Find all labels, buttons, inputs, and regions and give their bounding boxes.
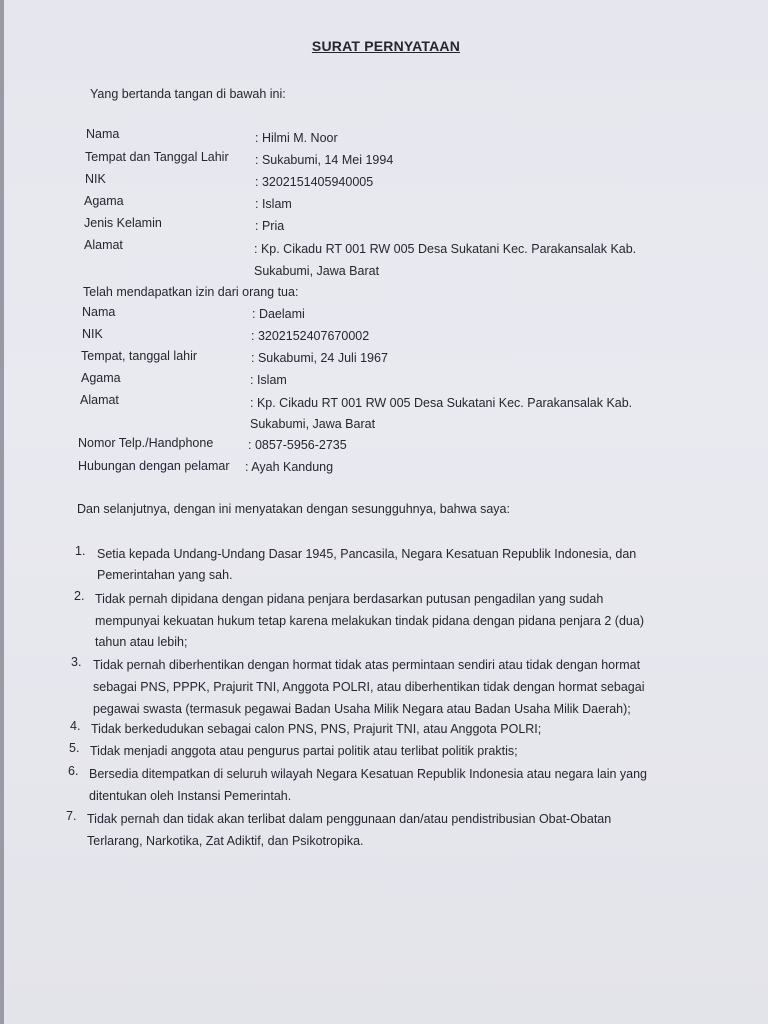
parent-phone-value: : 0857-5956-2735 — [248, 438, 347, 452]
parent-relation-value: : Ayah Kandung — [245, 460, 334, 474]
list-line: Tidak pernah dan tidak akan terlibat dalam penggunaan dan/atau pendistribusian Obat-Obatan — [87, 812, 612, 826]
applicant-nik-value: : 3202151405940005 — [255, 175, 374, 189]
document-page — [4, 0, 768, 1024]
applicant-address-label: Alamat — [84, 238, 123, 252]
applicant-address-value-line1: : Kp. Cikadu RT 001 RW 005 Desa Sukatani Kec. Parakansalak Kab. — [254, 242, 637, 256]
parent-religion-value: : Islam — [250, 373, 287, 387]
list-line: Tidak pernah dipidana dengan pidana penjara berdasarkan putusan pengadilan yang sudah — [95, 592, 604, 606]
parent-nik-label: NIK — [82, 327, 103, 341]
parent-intro-text: Telah mendapatkan izin dari orang tua: — [83, 285, 299, 299]
list-line: mempunyai kekuatan hukum tetap karena melakukan tindak pidana dengan pidana penjara 2 (dua) — [95, 614, 644, 628]
applicant-ttl-value: : Sukabumi, 14 Mei 1994 — [255, 153, 394, 167]
applicant-address-value-line2: Sukabumi, Jawa Barat — [254, 264, 380, 278]
applicant-religion-value: : Islam — [255, 197, 292, 211]
parent-ttl-value: : Sukabumi, 24 Juli 1967 — [251, 351, 388, 365]
intro-text: Yang bertanda tangan di bawah ini: — [90, 87, 286, 101]
parent-religion-label: Agama — [81, 371, 121, 385]
list-number: 7. — [66, 809, 77, 823]
parent-nik-value: : 3202152407670002 — [251, 329, 370, 343]
applicant-name-value: : Hilmi M. Noor — [255, 131, 338, 145]
list-line: Setia kepada Undang-Undang Dasar 1945, Pancasila, Negara Kesatuan Republik Indonesia, dan — [97, 547, 637, 561]
parent-name-value: : Daelami — [252, 307, 305, 321]
list-line: Tidak berkedudukan sebagai calon PNS, PNS, Prajurit TNI, atau Anggota POLRI; — [91, 722, 542, 736]
document-title: SURAT PERNYATAAN — [311, 38, 461, 54]
list-number: 3. — [71, 655, 82, 669]
list-number: 5. — [69, 741, 80, 755]
list-line: pegawai swasta (termasuk pegawai Badan Usaha Milik Negara atau Badan Usaha Milik Daerah); — [93, 702, 631, 716]
list-line: sebagai PNS, PPPK, Prajurit TNI, Anggota POLRI, atau diberhentikan tidak dengan hormat sebagai — [93, 680, 645, 694]
list-line: Pemerintahan yang sah. — [97, 568, 233, 582]
list-line: Tidak menjadi anggota atau pengurus partai politik atau terlibat politik praktis; — [90, 744, 518, 758]
list-number: 2. — [74, 589, 85, 603]
applicant-gender-label: Jenis Kelamin — [84, 216, 162, 230]
parent-address-value-line1: : Kp. Cikadu RT 001 RW 005 Desa Sukatani Kec. Parakansalak Kab. — [250, 396, 633, 410]
parent-phone-label: Nomor Telp./Handphone — [78, 436, 214, 450]
list-line: Terlarang, Narkotika, Zat Adiktif, dan Psikotropika. — [87, 834, 364, 848]
applicant-gender-value: : Pria — [255, 219, 285, 233]
parent-ttl-label: Tempat, tanggal lahir — [81, 349, 198, 363]
list-number: 4. — [70, 719, 81, 733]
list-line: tahun atau lebih; — [95, 635, 188, 649]
parent-address-label: Alamat — [80, 393, 119, 407]
applicant-religion-label: Agama — [84, 194, 124, 208]
parent-name-label: Nama — [82, 305, 116, 319]
applicant-nik-label: NIK — [85, 172, 106, 186]
statement-intro-text: Dan selanjutnya, dengan ini menyatakan dengan sesungguhnya, bahwa saya: — [77, 502, 510, 516]
applicant-ttl-label: Tempat dan Tanggal Lahir — [85, 150, 229, 164]
list-line: Tidak pernah diberhentikan dengan hormat tidak atas permintaan sendiri atau tidak dengan hormat — [93, 658, 641, 672]
applicant-name-label: Nama — [86, 127, 120, 141]
list-number: 6. — [68, 764, 79, 778]
parent-address-value-line2: Sukabumi, Jawa Barat — [250, 417, 376, 431]
parent-relation-label: Hubungan dengan pelamar — [78, 459, 230, 473]
list-line: ditentukan oleh Instansi Pemerintah. — [89, 789, 292, 803]
list-number: 1. — [75, 544, 86, 558]
list-line: Bersedia ditempatkan di seluruh wilayah Negara Kesatuan Republik Indonesia atau negara lain yang — [89, 767, 648, 781]
